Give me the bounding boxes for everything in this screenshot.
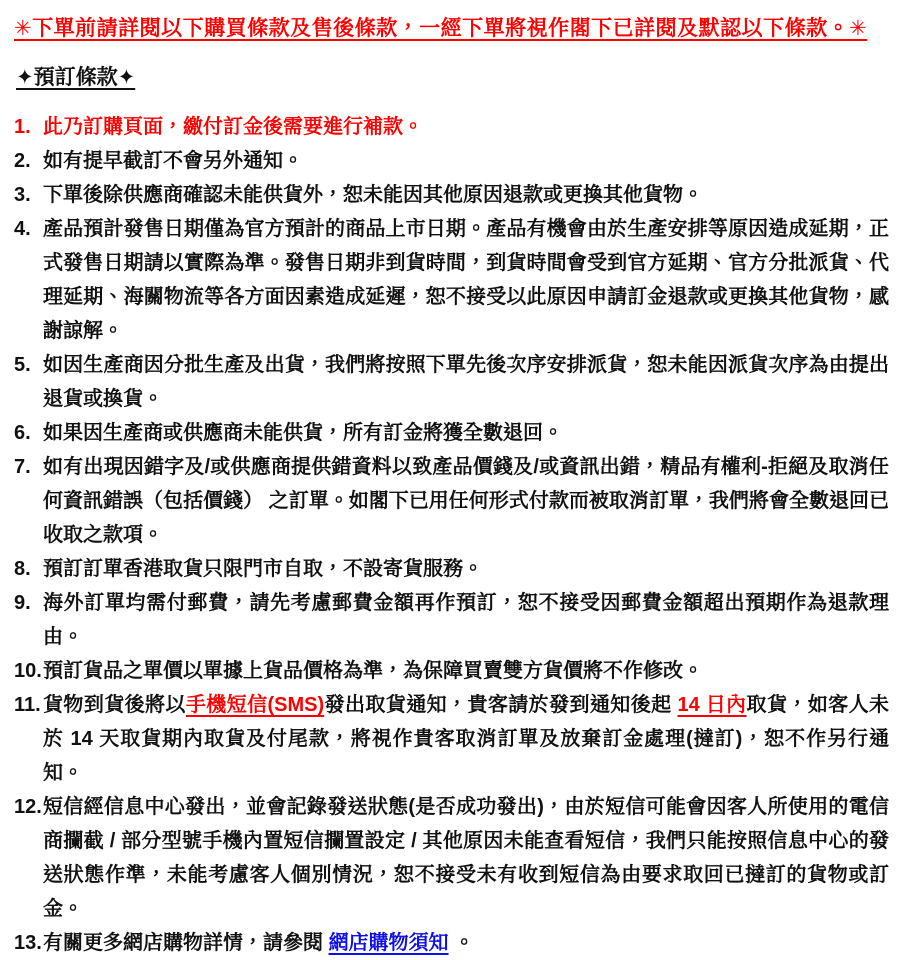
term-text: [43, 354, 889, 410]
term-text-segment: 預訂貨品之單價以單據上貨品價格為準，為保障買賣雙方貨價將不作修改。: [43, 660, 703, 682]
term-number: 3.: [14, 184, 31, 206]
term-text-segment: 如有提早截訂不會另外通知。: [43, 150, 303, 172]
term-item-1: [14, 110, 889, 144]
term-item-11: [14, 688, 889, 790]
term-text: [43, 592, 889, 648]
term-number: 10.: [14, 660, 42, 682]
term-text-segment: 如因生產商因分批生產及出貨，我們將按照下單先後次序安排派貨，恕未能因派貨次序為由提出退貨或換貨。: [43, 354, 889, 410]
pickup-deadline-emphasis: 14 日內: [677, 694, 747, 716]
term-text-segment: 短信經信息中心發出，並會記錄發送狀態(是否成功發出)，由於短信可能會因客人所使用的電信商攔截 / 部分型號手機內置短信攔置設定 / 其他原因未能查看短信，我們只能按照信息中心的發送狀態作準，未能考慮客人個別情況，恕不接受未有收到短信為由要求取回已撻訂的貨物或訂金。: [43, 796, 889, 920]
term-number: 2.: [14, 150, 31, 172]
term-text: [43, 796, 889, 920]
term-text-segment: 預訂訂單香港取貨只限門市自取，不設寄貨服務。: [43, 558, 483, 580]
term-text-segment: 如有出現因錯字及/或供應商提供錯資料以致產品價錢及/或資訊出錯，精品有權利-拒絕及取消任何資訊錯誤（包括價錢） 之訂單。如閣下已用任何形式付款而被取消訂單，我們將會全數退回已收取之款項。: [43, 456, 889, 546]
term-item-10: [14, 654, 889, 688]
term-text: [43, 456, 889, 546]
term-number: 11.: [14, 694, 41, 716]
sms-notice-emphasis: 手機短信(SMS): [185, 694, 325, 716]
term-text-segment: 下單後除供應商確認未能供貨外，恕未能因其他原因退款或更換其他貨物。: [43, 184, 703, 206]
term-number: 12.: [14, 796, 42, 818]
term-text: [43, 116, 423, 138]
term-item-2: [14, 144, 889, 178]
shop-guideline-link[interactable]: 網店購物須知: [328, 932, 449, 954]
term-text: [43, 558, 483, 580]
term-item-8: [14, 552, 889, 586]
term-item-7: [14, 450, 889, 552]
term-text-segment: 貨物到貨後將以: [43, 694, 186, 716]
term-number: 4.: [14, 218, 31, 240]
term-number: 7.: [14, 456, 31, 478]
term-text: [43, 660, 703, 682]
term-number: 5.: [14, 354, 31, 376]
term-text-segment: 如果因生產商或供應商未能供貨，所有訂金將獲全數退回。: [43, 422, 563, 444]
term-text: [43, 150, 303, 172]
term-text-segment: 海外訂單均需付郵費，請先考慮郵費金額再作預訂，恕不接受因郵費金額超出預期作為退款理由。: [43, 592, 889, 648]
term-text: [43, 218, 889, 342]
term-number: 8.: [14, 558, 31, 580]
term-text-segment: 產品預計發售日期僅為官方預計的商品上市日期。產品有機會由於生產安排等原因造成延期，正式發售日期請以實際為準。發售日期非到貨時間，到貨時間會受到官方延期、官方分批派貨、代理延期、海關物流等各方面因素造成延遲，恕不接受以此原因申請訂金退款或更換其他貨物，感謝諒解。: [43, 218, 889, 342]
term-item-13: [14, 926, 889, 960]
term-text-segment: 有關更多網店購物詳情，請參閱: [43, 932, 329, 954]
pre-order-warning-title: ✳下單前請詳閱以下購買條款及售後條款，一經下單將視作閣下已詳閱及默認以下條款。✳: [14, 17, 868, 40]
pre-order-terms-heading: ✦預訂條款✦: [16, 66, 136, 89]
term-text: [43, 694, 889, 784]
term-text-segment: 發出取貨通知，貴客請於發到通知後起: [324, 694, 678, 716]
term-item-6: [14, 416, 889, 450]
terms-list: [14, 110, 889, 960]
term-item-5: [14, 348, 889, 416]
term-text-segment: 取貨，如客人未於 14 天取貨期內取貨及付尾款，將視作貴客取消訂單及放棄訂金處理(撻訂)，恕不作另行通知。: [43, 694, 890, 784]
term-text-segment: 。: [448, 932, 475, 954]
term-number: 6.: [14, 422, 31, 444]
term-item-9: [14, 586, 889, 654]
term-item-3: [14, 178, 889, 212]
term-text: [43, 184, 703, 206]
term-item-12: [14, 790, 889, 926]
term-text-segment: 此乃訂購頁面，繳付訂金後需要進行補款。: [43, 116, 423, 138]
term-number: 9.: [14, 592, 31, 614]
term-text: [43, 422, 563, 444]
term-number: 1.: [14, 116, 31, 138]
term-item-4: [14, 212, 889, 348]
term-number: 13.: [14, 932, 42, 954]
term-text: [43, 932, 474, 954]
